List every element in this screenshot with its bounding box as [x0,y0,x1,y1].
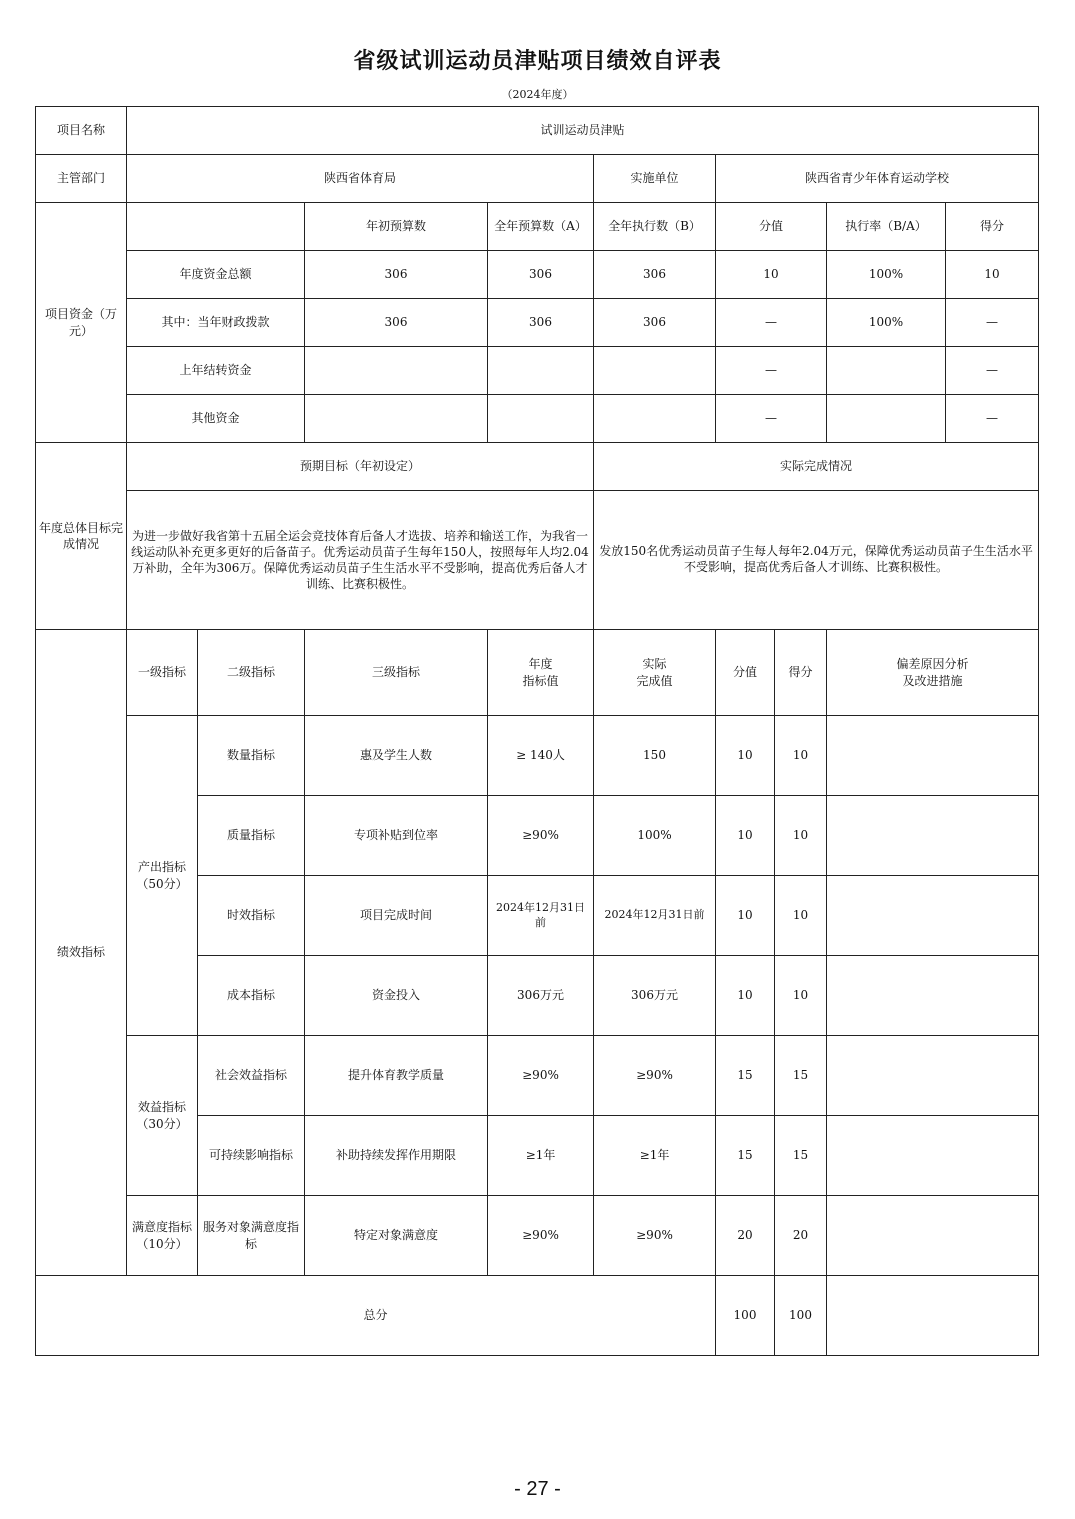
level3-indicator: 资金投入 [305,956,488,1036]
performance-label: 绩效指标 [36,630,127,1276]
indicator-row [36,1196,1039,1276]
funds-row-score: 10 [946,251,1039,299]
funds-header-rate: 执行率（B/A） [827,203,946,251]
level3-indicator: 提升体育教学质量 [305,1036,488,1116]
score-value: 15 [716,1116,775,1196]
funds-row-name: 其他资金 [127,395,305,443]
funds-row [36,251,1039,299]
funds-row-score-value: — [716,299,827,347]
score-value: 10 [716,716,775,796]
actual-value: ≥90% [594,1036,716,1116]
funds-header-score-value: 分值 [716,203,827,251]
funds-row-score-value: — [716,395,827,443]
actual-value: 150 [594,716,716,796]
score: 10 [775,876,827,956]
header-target: 年度 指标值 [488,630,594,716]
page-title: 省级试训运动员津贴项目绩效自评表 [353,49,722,74]
deviation-analysis [827,796,1039,876]
target-value: ≥90% [488,1196,594,1276]
department-value: 陕西省体育局 [127,155,594,203]
funds-row-executed: 306 [594,251,716,299]
total-score-value: 100 [716,1276,775,1356]
funds-row [36,299,1039,347]
score: 15 [775,1036,827,1116]
total-score: 100 [775,1276,827,1356]
actual-result-text: 发放150名优秀运动员苗子生每人每年2.04万元，保障优秀运动员苗子生生活水平不受影响，提高优秀后备人才训练、比赛积极性。 [594,491,1039,630]
level3-indicator: 特定对象满意度 [305,1196,488,1276]
funds-header-initial: 年初预算数 [305,203,488,251]
actual-value: ≥1年 [594,1116,716,1196]
score: 20 [775,1196,827,1276]
total-row [36,1276,1039,1356]
deviation-analysis [827,716,1039,796]
funds-row-score: — [946,347,1039,395]
level2-indicator: 时效指标 [198,876,305,956]
funds-row-name: 年度资金总额 [127,251,305,299]
target-value: ≥ 140人 [488,716,594,796]
funds-row-rate: 100% [827,299,946,347]
page-number: - 27 - [514,1478,561,1500]
deviation-analysis [827,1036,1039,1116]
goals-header-row [36,443,1039,491]
score-value: 10 [716,876,775,956]
level1-indicator: 产出指标（50分） [127,716,198,1036]
level2-indicator: 质量指标 [198,796,305,876]
actual-value: 306万元 [594,956,716,1036]
funds-row-annual: 306 [488,251,594,299]
level2-indicator: 社会效益指标 [198,1036,305,1116]
evaluation-table [35,106,1039,1356]
header-level3: 三级指标 [305,630,488,716]
score: 15 [775,1116,827,1196]
target-value: ≥90% [488,796,594,876]
funds-row-score: — [946,395,1039,443]
total-analysis [827,1276,1039,1356]
implementing-unit-value: 陕西省青少年体育运动学校 [716,155,1039,203]
project-name-value: 试训运动员津贴 [127,107,1039,155]
actual-result-header: 实际完成情况 [594,443,1039,491]
year-note: （2024年度） [501,88,574,101]
deviation-analysis [827,1196,1039,1276]
total-label: 总分 [36,1276,716,1356]
score: 10 [775,796,827,876]
performance-header-row [36,630,1039,716]
project-name-label: 项目名称 [36,107,127,155]
level2-indicator: 数量指标 [198,716,305,796]
level3-indicator: 专项补贴到位率 [305,796,488,876]
project-name-row [36,107,1039,155]
target-value: ≥1年 [488,1116,594,1196]
funds-row-score: — [946,299,1039,347]
header-score-value: 分值 [716,630,775,716]
indicator-row [36,716,1039,796]
funds-row-name: 上年结转资金 [127,347,305,395]
implementing-unit-label: 实施单位 [594,155,716,203]
level2-indicator: 成本指标 [198,956,305,1036]
header-actual: 实际 完成值 [594,630,716,716]
deviation-analysis [827,876,1039,956]
funds-row [36,395,1039,443]
funds-label: 项目资金（万元） [36,203,127,443]
funds-row-executed [594,347,716,395]
funds-row-annual: 306 [488,299,594,347]
score-value: 10 [716,796,775,876]
score: 10 [775,956,827,1036]
expected-goal-header: 预期目标（年初设定） [127,443,594,491]
funds-header-executed: 全年执行数（B） [594,203,716,251]
deviation-analysis [827,956,1039,1036]
target-value: 306万元 [488,956,594,1036]
funds-row-initial: 306 [305,299,488,347]
header-level2: 二级指标 [198,630,305,716]
funds-header-blank [127,203,305,251]
deviation-analysis [827,1116,1039,1196]
funds-row-annual [488,395,594,443]
level3-indicator: 补助持续发挥作用期限 [305,1116,488,1196]
header-score: 得分 [775,630,827,716]
target-value: 2024年12月31日前 [488,876,594,956]
indicator-row [36,1036,1039,1116]
funds-header-row [36,203,1039,251]
score-value: 10 [716,956,775,1036]
score-value: 20 [716,1196,775,1276]
actual-value: 100% [594,796,716,876]
funds-row-rate: 100% [827,251,946,299]
goals-label: 年度总体目标完成情况 [36,443,127,630]
actual-value: 2024年12月31日前 [594,876,716,956]
funds-row [36,347,1039,395]
goals-content-row [36,491,1039,630]
funds-row-name: 其中：当年财政拨款 [127,299,305,347]
header-analysis: 偏差原因分析 及改进措施 [827,630,1039,716]
expected-goal-text: 为进一步做好我省第十五届全运会竞技体育后备人才选拔、培养和输送工作，为我省一线运动队补充更多更好的后备苗子。优秀运动员苗子生每年150人，按照每年人均2.04万补助，全年为306万。保障优秀运动员苗子生生活水平不受影响，提高优秀后备人才训练、比赛积极性。 [127,491,594,630]
funds-row-executed: 306 [594,299,716,347]
level2-indicator: 服务对象满意度指标 [198,1196,305,1276]
funds-row-score-value: — [716,347,827,395]
level3-indicator: 项目完成时间 [305,876,488,956]
funds-row-annual [488,347,594,395]
level3-indicator: 惠及学生人数 [305,716,488,796]
target-value: ≥90% [488,1036,594,1116]
department-row [36,155,1039,203]
funds-row-rate [827,347,946,395]
funds-header-annual: 全年预算数（A） [488,203,594,251]
header-level1: 一级指标 [127,630,198,716]
funds-row-initial [305,395,488,443]
funds-row-executed [594,395,716,443]
score: 10 [775,716,827,796]
level1-indicator: 效益指标（30分） [127,1036,198,1196]
funds-row-score-value: 10 [716,251,827,299]
funds-row-initial [305,347,488,395]
score-value: 15 [716,1036,775,1116]
level2-indicator: 可持续影响指标 [198,1116,305,1196]
funds-row-initial: 306 [305,251,488,299]
actual-value: ≥90% [594,1196,716,1276]
funds-row-rate [827,395,946,443]
level1-indicator: 满意度指标（10分） [127,1196,198,1276]
department-label: 主管部门 [36,155,127,203]
funds-header-score: 得分 [946,203,1039,251]
